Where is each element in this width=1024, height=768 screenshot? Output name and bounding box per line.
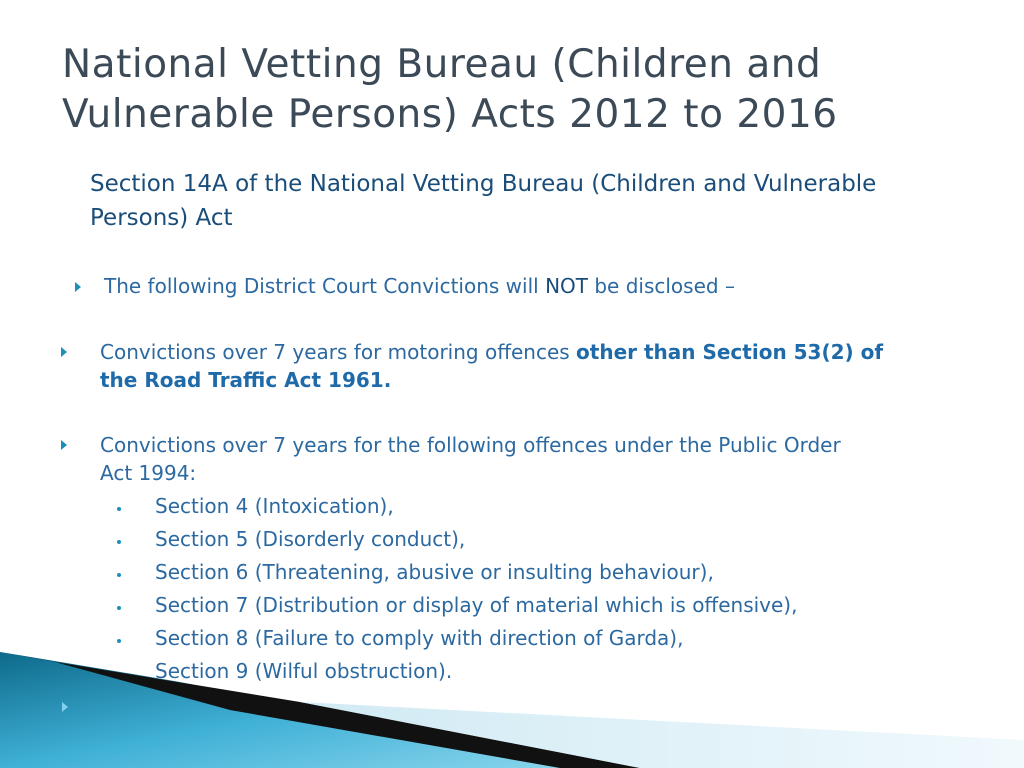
bullet-motoring-line1 <box>100 338 970 366</box>
bullet-motoring-text: Convictions over 7 years for motoring offences <box>100 340 577 364</box>
intro-emphasis: NOT <box>545 274 588 298</box>
slide-title: National Vetting Bureau (Children and Vulnerable Persons) Acts 2012 to 2016 <box>62 42 838 137</box>
slide-subtitle: Section 14A of the National Vetting Bureau (Children and Vulnerable Persons) Act <box>90 171 877 231</box>
decorative-swoosh <box>0 640 1024 768</box>
list-item: Section 5 (Disorderly conduct), <box>155 527 466 551</box>
dot-bullet-icon <box>117 540 121 544</box>
list-item: Section 4 (Intoxication), <box>155 494 394 518</box>
bullet-public-order <box>100 431 980 487</box>
list-item: Section 6 (Threatening, abusive or insulting behaviour), <box>155 560 714 584</box>
arrow-bullet-icon <box>61 347 67 357</box>
dot-bullet-icon <box>117 573 121 577</box>
dot-bullet-icon <box>117 606 121 610</box>
list-item: Section 9 (Wilful obstruction). <box>155 659 453 683</box>
arrow-bullet-icon <box>61 440 67 450</box>
bullet-public-order-line2: Act 1994: <box>100 461 197 485</box>
intro-bullet <box>104 272 904 300</box>
dot-bullet-icon <box>117 507 121 511</box>
bullet-public-order-line1: Convictions over 7 years for the following offences under the Public Order <box>100 433 841 457</box>
bullet-motoring-bold2: the Road Traffic Act 1961. <box>100 368 392 392</box>
list-item: Section 8 (Failure to comply with direction of Garda), <box>155 626 684 650</box>
bullet-motoring-bold1: other than Section 53(2) of <box>576 340 884 364</box>
arrow-bullet-icon <box>75 282 81 292</box>
arrow-bullet-icon <box>62 702 68 712</box>
bullet-motoring <box>100 338 970 394</box>
intro-text-after: be disclosed – <box>587 274 735 298</box>
list-item: Section 7 (Distribution or display of material which is offensive), <box>155 593 798 617</box>
intro-text-before: The following District Court Convictions will <box>104 274 546 298</box>
